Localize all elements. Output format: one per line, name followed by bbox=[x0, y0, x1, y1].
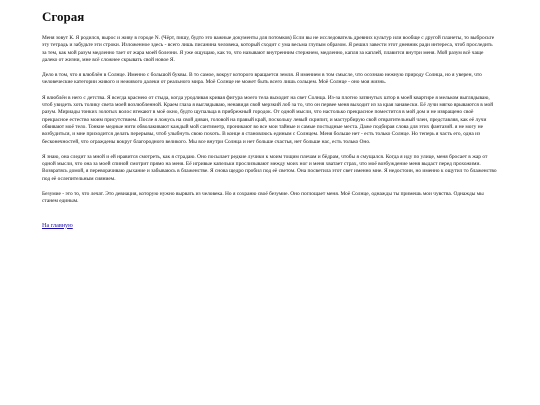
paragraph-2: Дело в том, что я влюблён в Солнце. Именно с большой буквы. В то самое, вокруг которого вращается земля. Я имением в том смысле, что осознаю нежную природу Солнца, но я уверен, что человеческие категории живого и неживого далеки от реального мира. Моё Солнце не может быть всего лишь сольцем. Моё Солнце - оно моя жизнь. bbox=[42, 72, 482, 86]
paragraph-5: Безумие - это то, что лечат. Это девиация, которую нужно вырвать из человека. Но я сохраню своё безумие. Оно поглощает меня. Моё Солнце, однажды ты примешь мои чувства. Однажды мы станем единым. bbox=[42, 191, 484, 205]
page-title: Сгорая bbox=[42, 9, 85, 24]
paragraph-3: Я влюблён в него с детства. Я всегда краснею от стыда, когда уродливая кривая фигура моего тела выходит на свет Солнца. Из-за плотно затянутых штор в моей квартире я мельком выглядываю, чтоб увидеть хоть толику света моей возлюбленной. Крaем глаза я выглядываю, ненавидя свой мерзкий лоб за то, что он первее меня выходит из за края занавески. Её лучи мягко врываются в мой разум. Мириады тонких золотых волос втекают в моё окно, будто щупальца в прибрежный городок. От одной мысли, что настолько прекрасное поместится в мой дом и не извращено своё прекрасное естество моим присутствием. После я ложусь на свой диван, головой на правый край, поскольку левый скрипит, и мастурбирую свой отвратительный член, представляя, как её лучи обвивают моё тело. Тонкие медные нити обволакивают каждый мой сантиметр, проникают во все мои тайные и самые постыдные места. Даже подбирая слова для этих фантазий. я не могу не возбудиться, и мне приходится делать перерывы, чтоб улыбнуть свою похоть. В конце я становлюсь единым с Солнцем. Меня больше нет - есть только Солнце. Но теперь я часть его, одна из бесконечностей, что ограждены вокруг благородного великого. Мы все внутри Солнца и нет больше счастья, нет больше нас, есть только Оно. bbox=[42, 94, 494, 145]
home-link[interactable]: На главную bbox=[42, 221, 73, 229]
paragraph-4: Я знаю, она следит за мной и ей нравится смотреть, как я страдаю. Оно посылает редкие лучики к моим тощим плечам и бёдрам, чтобы я смущался. Когда я иду по улице, меня бросает в жар от одной мысли, что она за моей спиной смотрит прямо на меня. Её игривые капельки прослизывают между моих ног и меня хватает страх, что моё возбуждение меня выдаст перед прохожими. Возвратясь домой, я переворачиваю дыхание и забываюсь в блаженстве. Я снова щедро пробил под её светом. Она посветила этот свет именно мне. Я недостоин, но именно к ощутил то блаженство под её ослепительным сиянием. bbox=[42, 153, 497, 182]
document-page bbox=[42, 0, 498, 232]
paragraph-1: Меня зовут К. Я родился, вырос и живу в городе N. (Чёрт, пишу, будто это важные документы для потомков) Если вы не исследователь древних культур или вообще с другой планеты, то выбросьте эту тетрадь и забудьте эти строки. Изложенное здесь - всего лишь писанина человека, который сходит с ума весьма глупым образом. Я решил завести этот дневник ради интереса, чтоб проследить за тем, как мой разум медленно тает от жара моей болезни. Я уже ощущаю, как то, что называют внутренним стержнем, медленно, капля за каплей, плавится внутри меня. Мой разум всё чаще далеко от жизни, мне всё сложнее скрывать свой новое Я. bbox=[42, 35, 495, 63]
